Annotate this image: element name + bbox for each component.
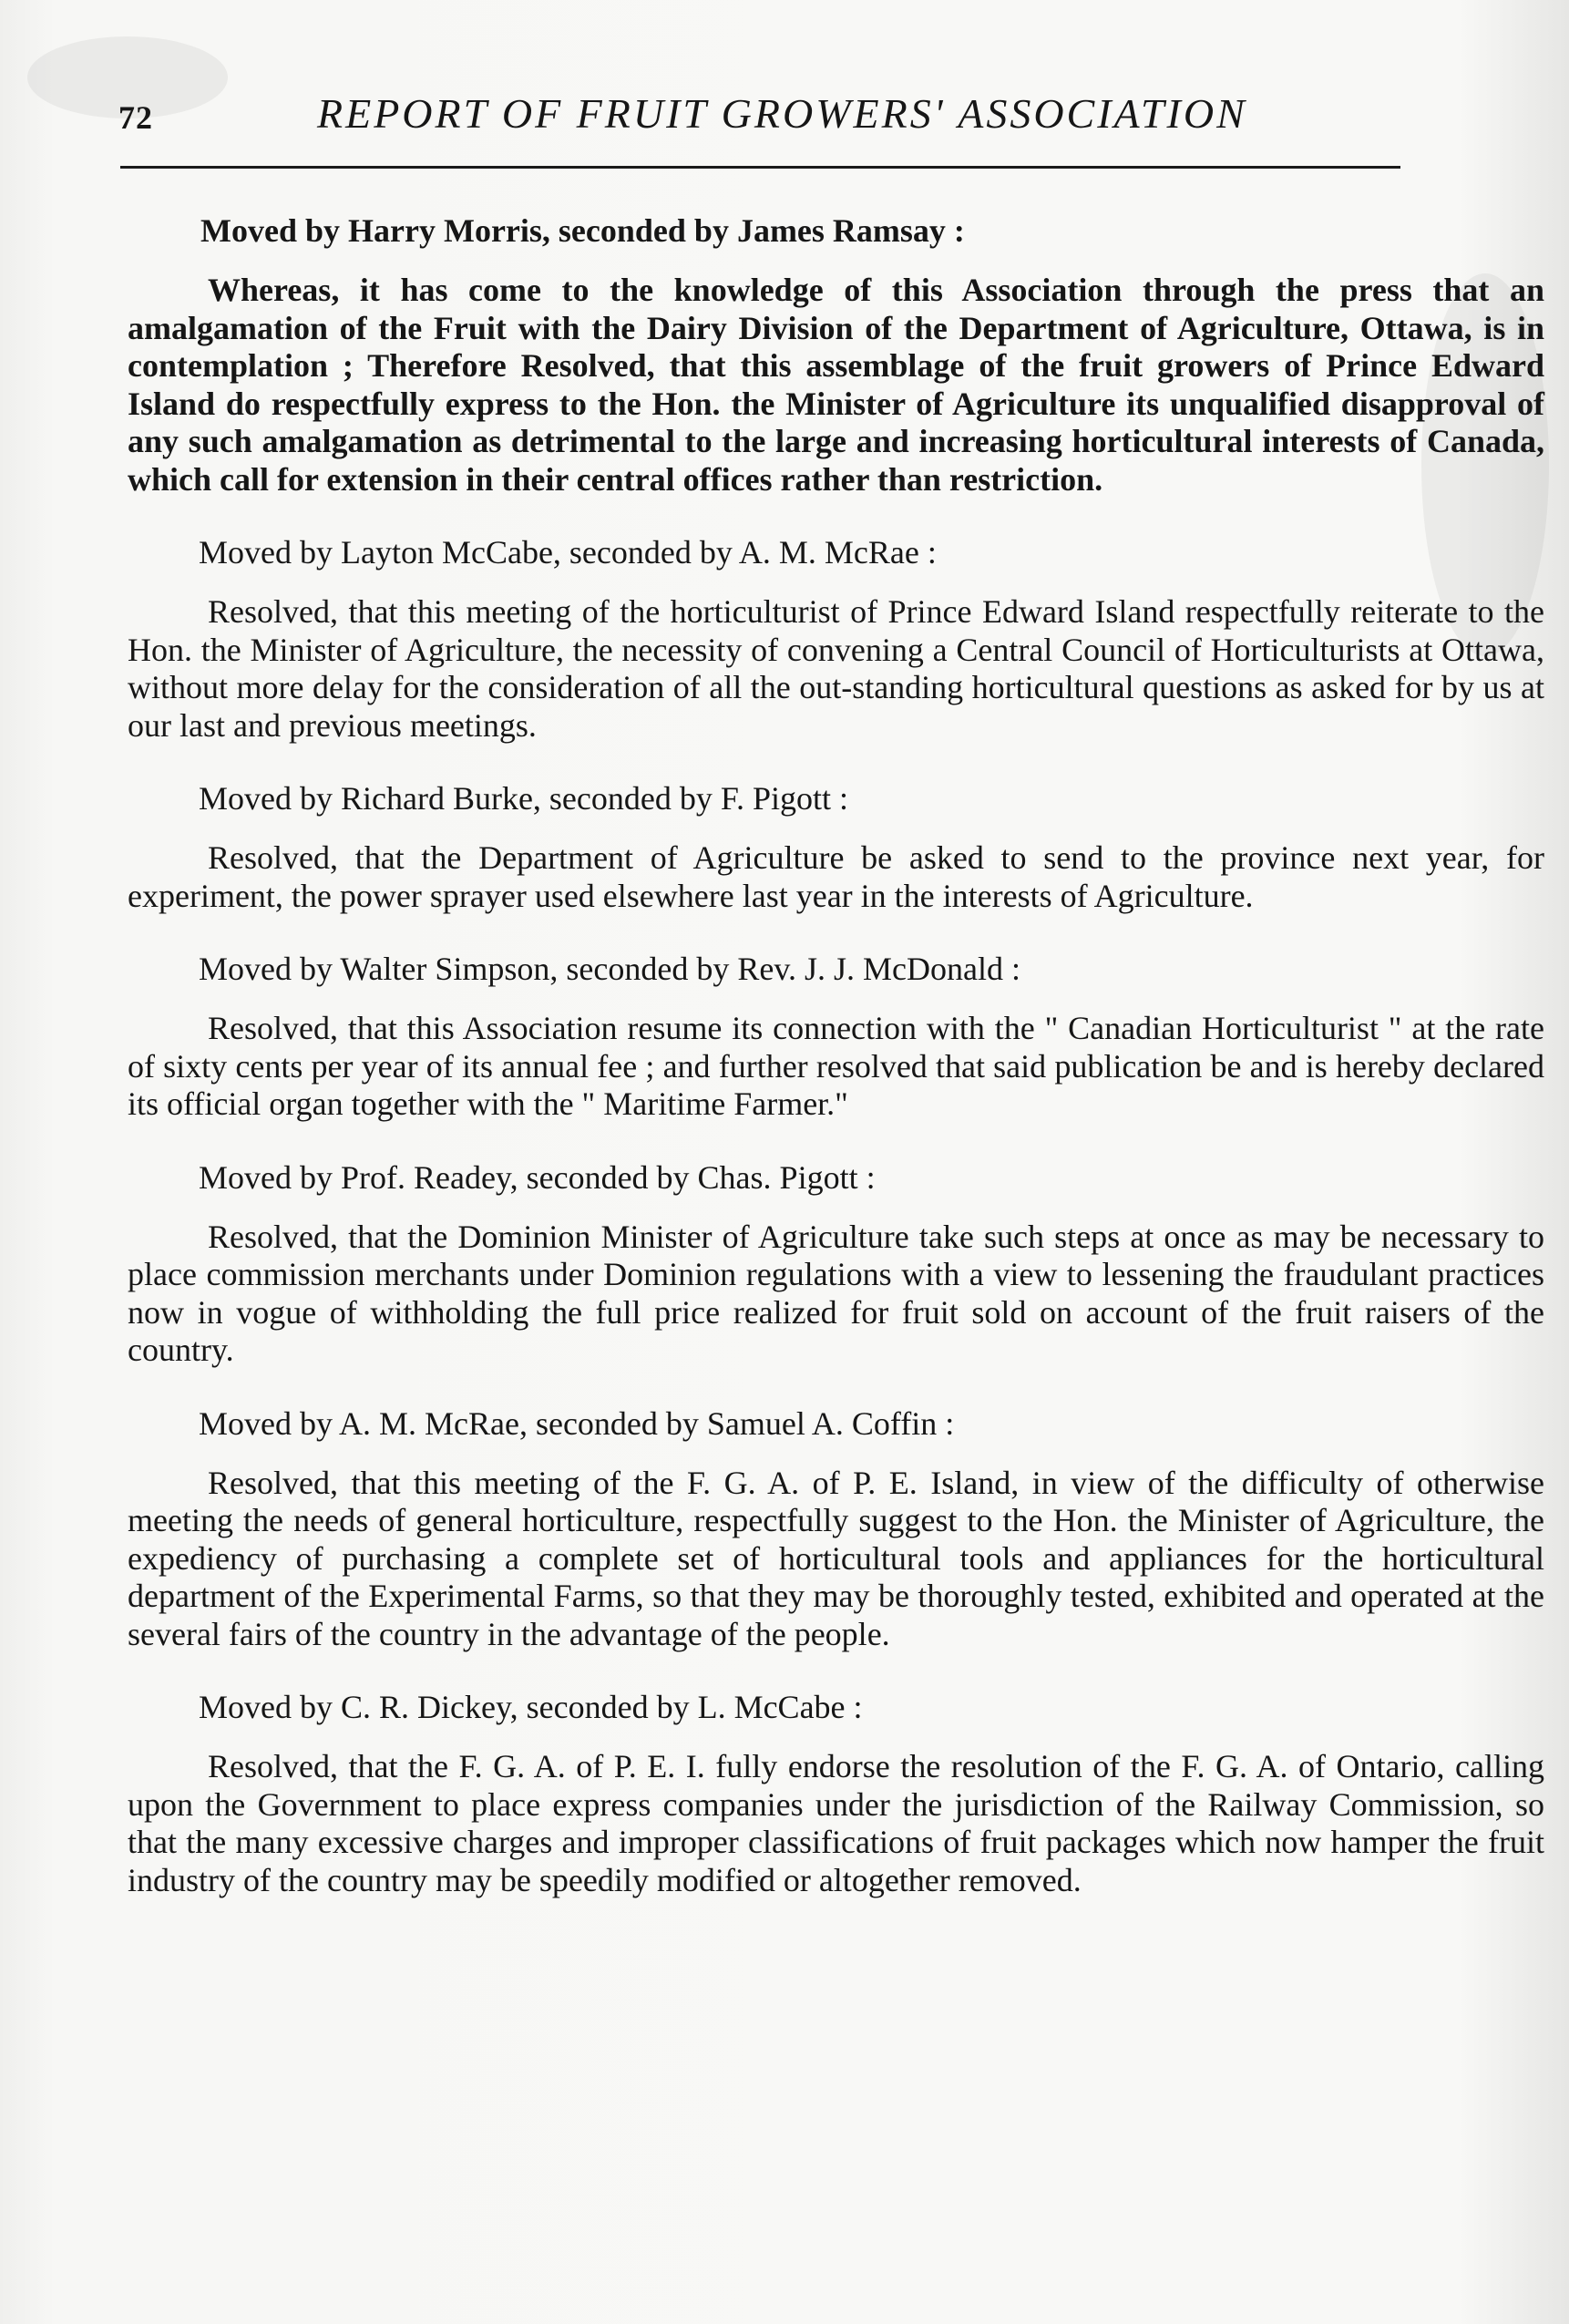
running-title: REPORT OF FRUIT GROWERS' ASSOCIATION <box>317 90 1247 137</box>
resolution-paragraph: Resolved, that the Dominion Minister of Agriculture take such steps at once as may be necessary to place commission merchants under Dominion regulations with a view to lessening the fraudulant practices now in vogue of withholding the full price realized for fruit sold on account of the fruit raisers of the country. <box>128 1218 1544 1368</box>
resolution-paragraph: Resolved, that this meeting of the horticulturist of Prince Edward Island respectfully reiterate to the Hon. the Minister of Agriculture, the necessity of convening a Central Council of Horticulturists at Ottawa, without more delay for the consideration of all the out-standing horticultural questions as asked for by us at our last and previous meetings. <box>128 593 1544 744</box>
motion-line: Moved by C. R. Dickey, seconded by L. McCabe : <box>199 1689 863 1725</box>
resolution-paragraph: Resolved, that the Department of Agriculture be asked to send to the province next year, for experiment, the power sprayer used elsewhere last year in the interests of Agriculture. <box>128 839 1544 914</box>
resolution-entry <box>128 211 1544 499</box>
resolution-paragraph: Resolved, that this Association resume its connection with the " Canadian Horticulturist " at the rate of sixty cents per year of its annual fee ; and further resolved that said publication be and is hereby declared its official organ together with the " Maritime Farmer." <box>128 1010 1544 1122</box>
motion-line: Moved by Walter Simpson, seconded by Rev. J. J. McDonald : <box>199 951 1021 987</box>
resolution-paragraph: Whereas, it has come to the knowledge of this Association through the press that an amalgamation of the Fruit with the Dairy Division of the Department of Agriculture, Ottawa, is in contemplation ; Therefore Resolved, that this assemblage of the fruit growers of Prince Edward Island do respectfully express to the Hon. the Minister of Agriculture its unqualified disapproval of any such amalgamation as detrimental to the large and increasing horticultural interests of Canada, which call for extension in their central offices rather than restriction. <box>128 272 1544 498</box>
motion-line: Moved by Richard Burke, seconded by F. Pigott : <box>199 780 849 817</box>
resolution-entry <box>128 779 1544 915</box>
resolution-entry <box>128 1688 1544 1899</box>
resolution-entry <box>128 1404 1544 1654</box>
motion-line: Moved by Prof. Readey, seconded by Chas. Pigott : <box>199 1158 876 1196</box>
motion-line: Moved by A. M. McRae, seconded by Samuel A. Coffin : <box>199 1404 955 1442</box>
page-header <box>118 87 1394 142</box>
resolution-paragraph: Resolved, that the F. G. A. of P. E. I. fully endorse the resolution of the F. G. A. of Ontario, calling upon the Government to place express companies under the jurisdiction of the Railway Commission, so that the many excessive charges and improper classifications of fruit packages which now hamper the fruit industry of the country may be speedily modified or altogether removed. <box>128 1748 1544 1898</box>
motion-line: Moved by Layton McCabe, seconded by A. M. McRae : <box>199 534 937 571</box>
resolution-entry <box>128 533 1544 745</box>
resolution-paragraph: Resolved, that this meeting of the F. G. A. of P. E. Island, in view of the difficulty of otherwise meeting the needs of general horticulture, respectfully suggest to the Hon. the Minister of Agriculture, the expediency of purchasing a complete set of horticultural tools and appliances for the horticultural department of the Experimental Farms, so that they may be thoroughly tested, exhibited and operated at the several fairs of the country in the advantage of the people. <box>128 1464 1544 1652</box>
motion-line: Moved by Harry Morris, seconded by James Ramsay : <box>200 212 965 249</box>
page-number: 72 <box>118 99 153 136</box>
resolution-entry <box>128 950 1544 1124</box>
resolution-entry <box>128 1158 1544 1370</box>
header-rule <box>120 166 1400 169</box>
resolutions-body <box>128 211 1544 1934</box>
